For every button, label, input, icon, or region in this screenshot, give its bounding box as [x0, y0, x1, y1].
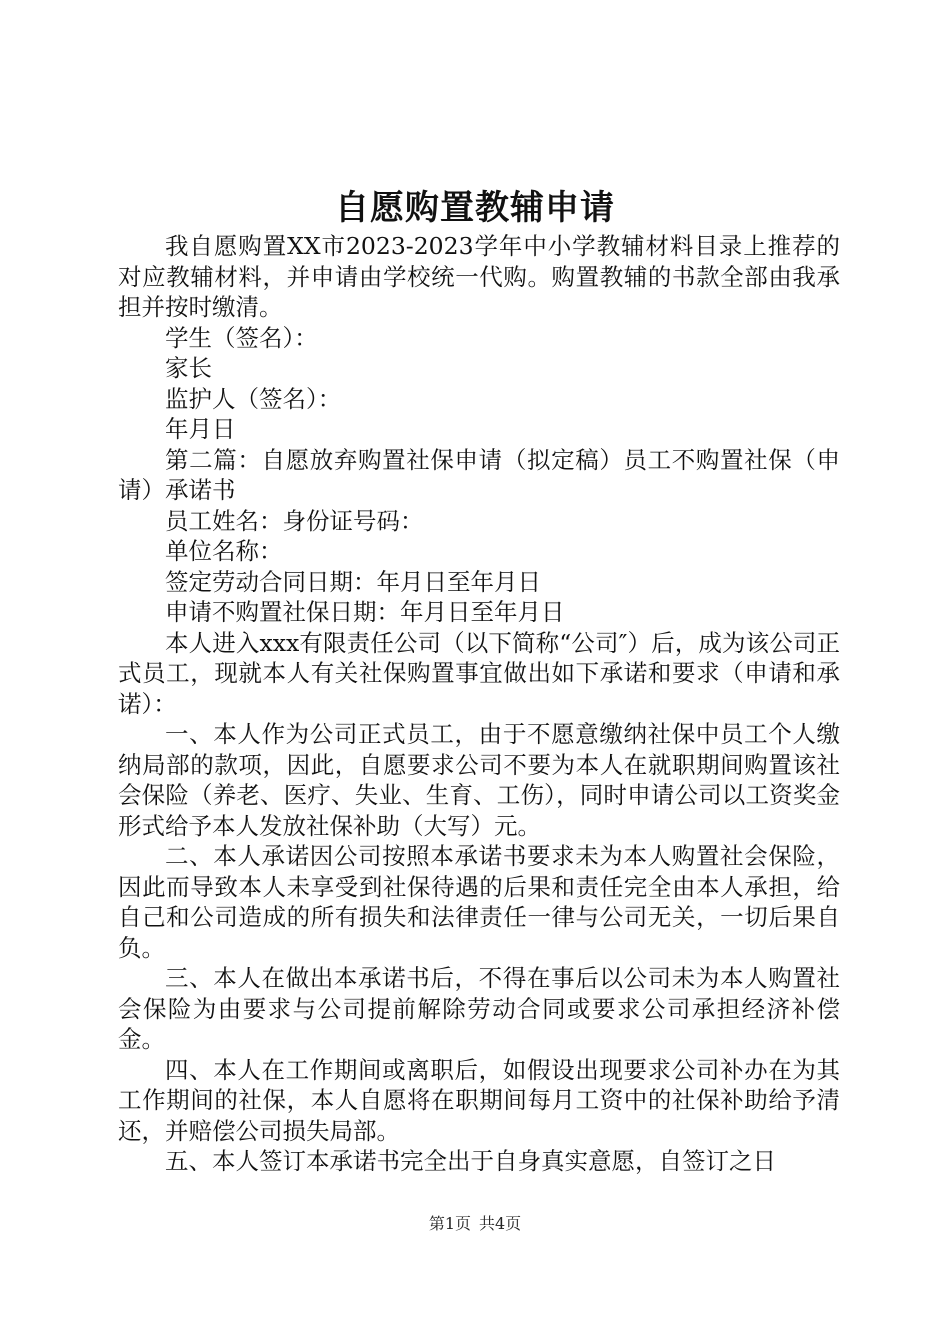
page-total: 共4页	[479, 1214, 522, 1233]
paragraph-no-insurance-date: 申请不购置社保日期：年月日至年月日	[165, 598, 565, 626]
paragraph-clause-1: 一、本人作为公司正式员工，由于不愿意缴纳社保中员工个人缴纳局部的款项，因此，自愿要求公司不要为本人在就职期间购置该社会保险（养老、医疗、失业、生育、工伤），同时申请公司以工资奖金形式给予本人发放社保补助（大写）元。	[118, 720, 840, 840]
paragraph-clause-2: 二、本人承诺因公司按照本承诺书要求未为本人购置社会保险，因此而导致本人未享受到社保待遇的后果和责任完全由本人承担，给自己和公司造成的所有损失和法律责任一律与公司无关，一切后果自负。	[118, 842, 840, 962]
paragraph-guardian-signature: 监护人（签名）：	[165, 384, 342, 413]
document-title: 自愿购置教辅申请	[335, 188, 615, 228]
document-body	[118, 231, 840, 1177]
paragraph-intro: 我自愿购置XX市2023-2023学年中小学教辅材料目录上推荐的对应教辅材料，并申请由学校统一代购。购置教辅的书款全部由我承担并按时缴清。	[118, 232, 840, 321]
paragraph-date: 年月日	[165, 415, 236, 443]
paragraph-company-name: 单位名称：	[165, 537, 283, 565]
paragraph-clause-4: 四、本人在工作期间或离职后，如假设出现要求公司补办在为其工作期间的社保，本人自愿将在职期间每月工资中的社保补助给予清还，并赔偿公司损失局部。	[118, 1055, 840, 1145]
page-number: 第1页	[428, 1214, 471, 1233]
page-footer	[0, 1212, 950, 1236]
paragraph-employee-name-id: 员工姓名：身份证号码：	[165, 506, 424, 535]
paragraph-clause-5: 五、本人签订本承诺书完全出于自身真实意愿，自签订之日	[165, 1147, 776, 1175]
paragraph-second-article-heading: 第二篇：自愿放弃购置社保申请（拟定稿）员工不购置社保（申请）承诺书	[118, 445, 840, 504]
paragraph-statement: 本人进入xxx有限责任公司（以下简称“公司″）后，成为该公司正式员工，现就本人有关社保购置事宜做出如下承诺和要求（申请和承诺）：	[118, 628, 840, 718]
paragraph-parent: 家长	[165, 354, 212, 382]
paragraph-clause-3: 三、本人在做出本承诺书后，不得在事后以公司未为本人购置社会保险为由要求与公司提前解除劳动合同或要求公司承担经济补偿金。	[118, 964, 840, 1053]
paragraph-contract-date: 签定劳动合同日期：年月日至年月日	[165, 567, 541, 596]
paragraph-student-signature: 学生（签名）：	[165, 323, 318, 352]
